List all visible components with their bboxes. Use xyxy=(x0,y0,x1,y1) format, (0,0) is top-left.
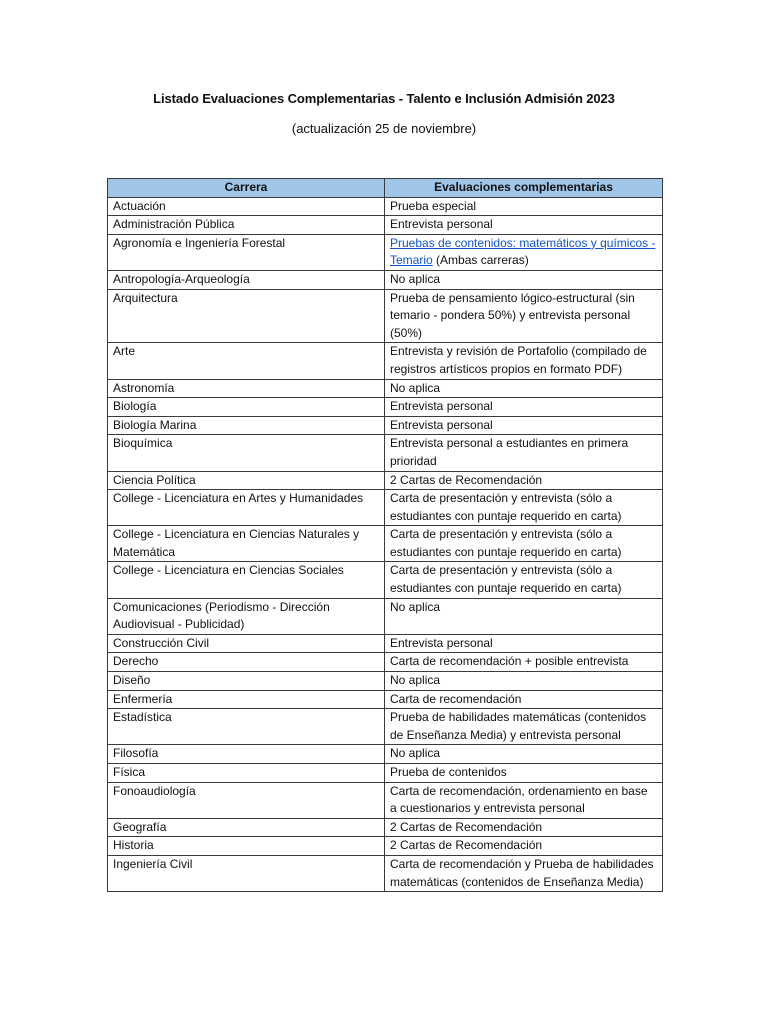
carrera-cell: Diseño xyxy=(108,672,385,691)
carrera-cell: Estadística xyxy=(108,709,385,745)
evaluacion-cell: Prueba de pensamiento lógico-estructural (sin temario - pondera 50%) y entrevista personal (50%) xyxy=(385,289,663,343)
evaluacion-cell: Prueba de contenidos xyxy=(385,764,663,783)
table-row xyxy=(108,653,663,672)
table-row xyxy=(108,837,663,856)
carrera-cell: Administración Pública xyxy=(108,216,385,235)
table-row xyxy=(108,490,663,526)
document-subtitle: (actualización 25 de noviembre) xyxy=(291,121,477,136)
table-row xyxy=(108,709,663,745)
carrera-cell: College - Licenciatura en Ciencias Sociales xyxy=(108,562,385,598)
table-row xyxy=(108,782,663,818)
carrera-cell: Astronomía xyxy=(108,379,385,398)
table-row xyxy=(108,379,663,398)
evaluacion-cell: Entrevista personal xyxy=(385,216,663,235)
carrera-cell: Arquitectura xyxy=(108,289,385,343)
carrera-cell: Bioquímica xyxy=(108,435,385,471)
table-row xyxy=(108,634,663,653)
carrera-cell: Construcción Civil xyxy=(108,634,385,653)
table-row xyxy=(108,764,663,783)
header-carrera: Carrera xyxy=(108,179,385,198)
table-row xyxy=(108,416,663,435)
table-row xyxy=(108,435,663,471)
carrera-cell: Agronomía e Ingeniería Forestal xyxy=(108,234,385,270)
evaluacion-note: (Ambas carreras) xyxy=(432,253,529,268)
evaluacion-cell: Carta de presentación y entrevista (sólo a estudiantes con puntaje requerido en carta) xyxy=(385,490,663,526)
table-row xyxy=(108,398,663,417)
table-row xyxy=(108,855,663,891)
table-header-row xyxy=(108,179,663,198)
evaluacion-cell: Carta de presentación y entrevista (sólo a estudiantes con puntaje requerido en carta) xyxy=(385,562,663,598)
evaluacion-cell: No aplica xyxy=(385,672,663,691)
carrera-cell: Geografía xyxy=(108,818,385,837)
document-title: Listado Evaluaciones Complementarias - Talento e Inclusión Admisión 2023 xyxy=(153,91,615,106)
table-row xyxy=(108,598,663,634)
carrera-cell: College - Licenciatura en Artes y Humanidades xyxy=(108,490,385,526)
evaluacion-cell: Prueba de habilidades matemáticas (contenidos de Enseñanza Media) y entrevista personal xyxy=(385,709,663,745)
carrera-cell: Física xyxy=(108,764,385,783)
evaluacion-cell: Carta de recomendación + posible entrevista xyxy=(385,653,663,672)
carrera-cell: College - Licenciatura en Ciencias Naturales y Matemática xyxy=(108,526,385,562)
carrera-cell: Derecho xyxy=(108,653,385,672)
table-row xyxy=(108,526,663,562)
table-row xyxy=(108,818,663,837)
evaluacion-cell: 2 Cartas de Recomendación xyxy=(385,471,663,490)
carrera-cell: Biología Marina xyxy=(108,416,385,435)
table-row xyxy=(108,197,663,216)
carrera-cell: Arte xyxy=(108,343,385,379)
evaluacion-cell: No aplica xyxy=(385,270,663,289)
carrera-cell: Historia xyxy=(108,837,385,856)
carrera-cell: Ciencia Política xyxy=(108,471,385,490)
carrera-cell: Biología xyxy=(108,398,385,417)
carrera-cell: Comunicaciones (Periodismo - Dirección Audiovisual - Publicidad) xyxy=(108,598,385,634)
table-row xyxy=(108,471,663,490)
evaluacion-cell: Entrevista personal a estudiantes en primera prioridad xyxy=(385,435,663,471)
table-row xyxy=(108,216,663,235)
carrera-cell: Enfermería xyxy=(108,690,385,709)
evaluacion-cell: 2 Cartas de Recomendación xyxy=(385,818,663,837)
carrera-cell: Ingeniería Civil xyxy=(108,855,385,891)
evaluacion-cell: Carta de presentación y entrevista (sólo a estudiantes con puntaje requerido en carta) xyxy=(385,526,663,562)
evaluacion-cell: Carta de recomendación, ordenamiento en base a cuestionarios y entrevista personal xyxy=(385,782,663,818)
evaluacion-cell: No aplica xyxy=(385,379,663,398)
table-row xyxy=(108,289,663,343)
evaluacion-cell: Entrevista personal xyxy=(385,398,663,417)
evaluacion-cell: No aplica xyxy=(385,745,663,764)
table-row xyxy=(108,562,663,598)
carrera-cell: Actuación xyxy=(108,197,385,216)
table-row xyxy=(108,690,663,709)
evaluacion-cell xyxy=(385,234,663,270)
evaluacion-cell: Prueba especial xyxy=(385,197,663,216)
evaluacion-cell: Carta de recomendación y Prueba de habilidades matemáticas (contenidos de Enseñanza Media) xyxy=(385,855,663,891)
carrera-cell: Antropología-Arqueología xyxy=(108,270,385,289)
evaluacion-cell: No aplica xyxy=(385,598,663,634)
evaluacion-cell: 2 Cartas de Recomendación xyxy=(385,837,663,856)
header-evaluaciones: Evaluaciones complementarias xyxy=(385,179,663,198)
temario-link[interactable]: Pruebas de contenidos: matemáticos y químicos - Temario xyxy=(390,235,656,268)
table-row xyxy=(108,343,663,379)
carrera-cell: Filosofía xyxy=(108,745,385,764)
carrera-cell: Fonoaudiología xyxy=(108,782,385,818)
table-row xyxy=(108,672,663,691)
evaluacion-cell: Carta de recomendación xyxy=(385,690,663,709)
table-row xyxy=(108,270,663,289)
evaluations-table xyxy=(107,178,663,892)
table-row xyxy=(108,234,663,270)
evaluacion-cell: Entrevista personal xyxy=(385,634,663,653)
table-row xyxy=(108,745,663,764)
evaluacion-cell: Entrevista personal xyxy=(385,416,663,435)
evaluacion-cell: Entrevista y revisión de Portafolio (compilado de registros artísticos propios en formato PDF) xyxy=(385,343,663,379)
